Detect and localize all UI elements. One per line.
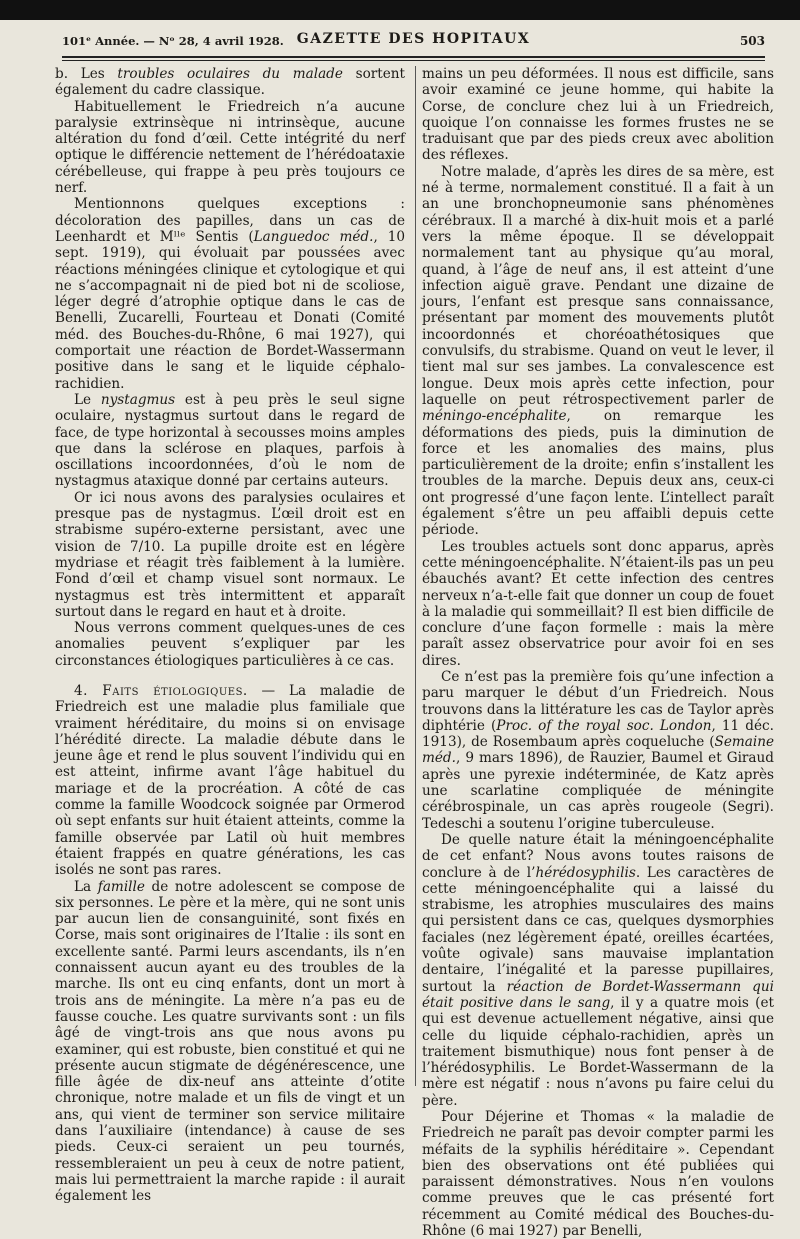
- paragraph: De quelle nature était la méningoencéphalite de cet enfant? Nous avons toutes raisons de conclure à de l’hérédosyphilis. Les caractères de cette méningoencéphalite qui a laissé du strabisme, les atrophies musculaires des mains qui persistent dans ce cas, quelques dysmorphies faciales (nez légèrement épaté, oreilles écartées, voûte ogivale) sans mauvaise implantation dentaire, l’inégalité et la paresse pupillaires, surtout la réaction de Bordet-Wassermann qui était positive dans le sang, il y a quatre mois (et qui est devenue actuellement négative, ainsi que celle du liquide céphalo-rachidien, après un traitement bismuthique) nous font penser à de l’hérédosyphilis. Le Bordet-Wassermann de la mère est négatif : nous n’avons pu faire celui du père.: [422, 831, 774, 1109]
- paragraph: Le nystagmus est à peu près le seul signe oculaire, nystagmus surtout dans le regard de face, de type horizontal à secousses moins amples que dans la sclérose en plaques, parfois à oscillations incoordonnées, d’où le nom de nystagmus ataxique donné par certains auteurs.: [55, 391, 405, 490]
- paragraph: Pour Déjerine et Thomas « la maladie de Friedreich ne paraît pas devoir compter parmi les méfaits de la syphilis héréditaire ». Cependant bien des observations ont été publiées qui paraissent démonstratives. Nous n’en voulons comme preuves que le cas présenté fort récemment au Comité médical des Bouches-du-Rhône (6 mai 1927) par Benelli,: [422, 1109, 774, 1239]
- paragraph: Nous verrons comment quelques-unes de ces anomalies peuvent s’expliquer par les circonstances étiologiques particulières à ce cas.: [55, 620, 405, 669]
- paragraph: Mentionnons quelques exceptions : décoloration des papilles, dans un cas de Leenhardt et Mˡˡᵉ Sentis (Languedoc méd., 10 sept. 1919), qui évoluait par poussées avec réactions méningées clinique et cytologique et qui ne s’accompagnait ni de pied bot ni de scoliose, léger degré d’atrophie optique dans le cas de Benelli, Zucarelli, Fourteau et Donati (Comité méd. des Bouches-du-Rhône, 6 mai 1927), qui comportait une réaction de Bordet-Wassermann positive dans le sang et le liquide céphalo-rachidien.: [55, 196, 405, 392]
- header-rule-thick: [62, 56, 765, 58]
- paragraph: Notre malade, d’après les dires de sa mère, est né à terme, normalement constitué. Il a fait à un an une bronchopneumonie sans phénomènes cérébraux. Il a marché à dix-huit mois et a parlé vers la même époque. Il se développait normalement tant au physique qu’au moral, quand, à l’âge de neuf ans, il est atteint d’une infection aiguë grave. Pendant une dizaine de jours, l’enfant est presque sans connaissance, présentant par moment des mouvements plutôt incoordonnés et choréoathétosiques que convulsifs, du strabisme. Quand on veut le lever, il tient mal sur ses jambes. La convalescence est longue. Deux mois après cette infection, pour laquelle on peut rétrospectivement parler de méningo-encéphalite, on remarque les déformations des pieds, puis la diminution de force et les anomalies des mains, plus particulièrement de la droite; enfin s’installent les troubles de la marche. Depuis deux ans, ceux-ci ont progressé d’une façon lente. L’intellect paraît également s’être un peu affaibli depuis cette période.: [422, 163, 774, 539]
- column-divider: [415, 66, 416, 1086]
- header-rule-thin: [62, 60, 765, 61]
- page-number: 503: [739, 34, 765, 48]
- paragraph: Les troubles actuels sont donc apparus, après cette méningoencéphalite. N’étaient-ils pas un peu ébauchés avant? Et cette infection des centres nerveux n’a-t-elle fait que donner un coup de fouet à la maladie qui sommeillait? Il est bien difficile de conclure d’une façon formelle : mais la mère paraît assez observatrice pour avoir foi en ses dires.: [422, 538, 774, 669]
- paragraph: b. Les troubles oculaires du malade sortent également du cadre classique.: [55, 66, 405, 99]
- journal-title: GAZETTE DES HOPITAUX: [296, 31, 531, 47]
- paragraph: mains un peu déformées. Il nous est difficile, sans avoir examiné ce jeune homme, qui habite la Corse, de conclure chez lui à un Friedreich, quoique l’on connaisse les formes frustes ne se traduisant que par des pieds creux avec abolition des réflexes.: [422, 66, 774, 164]
- top-dark-band: [0, 0, 800, 20]
- paragraph: Or ici nous avons des paralysies oculaires et presque pas de nystagmus. L’œil droit est en strabisme supéro-externe persistant, avec une vision de 7/10. La pupille droite est en légère mydriase et réagit très faiblement à la lumière. Fond d’œil et champ visuel sont normaux. Le nystagmus est très intermittent et apparaît surtout dans le regard en haut et à droite.: [55, 489, 405, 620]
- issue-info: 101ᵉ Année. — Nᵒ 28, 4 avril 1928.: [62, 34, 284, 48]
- paragraph: Ce n’est pas la première fois qu’une infection a paru marquer le début d’un Friedreich. Nous trouvons dans la littérature les cas de Taylor après diphtérie (Proc. of the royal soc. London, 11 déc. 1913), de Rosembaum après coqueluche (Semaine méd., 9 mars 1896), de Rauzier, Baumel et Giraud après une pyrexie indéterminée, de Katz après une scarlatine compliquée de méningite cérébrospinale, un cas après rougeole (Segri). Tedeschi a soutenu l’origine tuberculeuse.: [422, 668, 774, 832]
- left-column: [55, 66, 405, 1204]
- paragraph: Habituellement le Friedreich n’a aucune paralysie extrinsèque ni intrinsèque, aucune altération du fond d’œil. Cette intégrité du nerf optique le différencie nettement de l’hérédoataxie cérébelleuse, qui frappe à peu près toujours ce nerf.: [55, 98, 405, 197]
- paragraph: La famille de notre adolescent se compose de six personnes. Le père et la mère, qui ne sont unis par aucun lien de consanguinité, sont fixés en Corse, mais sont originaires de l’Italie : ils sont en excellente santé. Parmi leurs ascendants, ils n’en connaissent aucun ayant eu des troubles de la marche. Ils ont eu cinq enfants, dont un mort à trois ans de méningite. La mère n’a pas eu de fausse couche. Les quatre survivants sont : un fils âgé de vingt-trois ans que nous avons pu examiner, qui est robuste, bien constitué et qui ne présente aucun stigmate de dégénérescence, une fille âgée de dix-neuf ans atteinte d’otite chronique, notre malade et un fils de vingt et un ans, qui vient de terminer son service militaire dans l’auxiliaire (intendance) à cause de ses pieds. Ceux-ci seraient un peu tournés, ressembleraient un peu à ceux de notre patient, mais lui permettraient la marche rapide : il aurait également les: [55, 878, 405, 1205]
- section-paragraph: 4. Faits étiologiques. — La maladie de Friedreich est une maladie plus familiale que vraiment héréditaire, du moins si on envisage l’hérédité directe. La maladie débute dans le jeune âge et rend le plus souvent l’individu qui en est atteint, infirme avant l’âge habituel du mariage et de la procréation. A côté de cas comme la famille Woodcock soignée par Ormerod où sept enfants sur huit étaient atteints, comme la famille observée par Latil où huit membres étaient frappés en quatre générations, les cas isolés ne sont pas rares.: [55, 682, 405, 879]
- section-heading: 4. Faits étiologiques.: [74, 682, 248, 699]
- running-header: [62, 24, 765, 60]
- right-column: [422, 66, 774, 1239]
